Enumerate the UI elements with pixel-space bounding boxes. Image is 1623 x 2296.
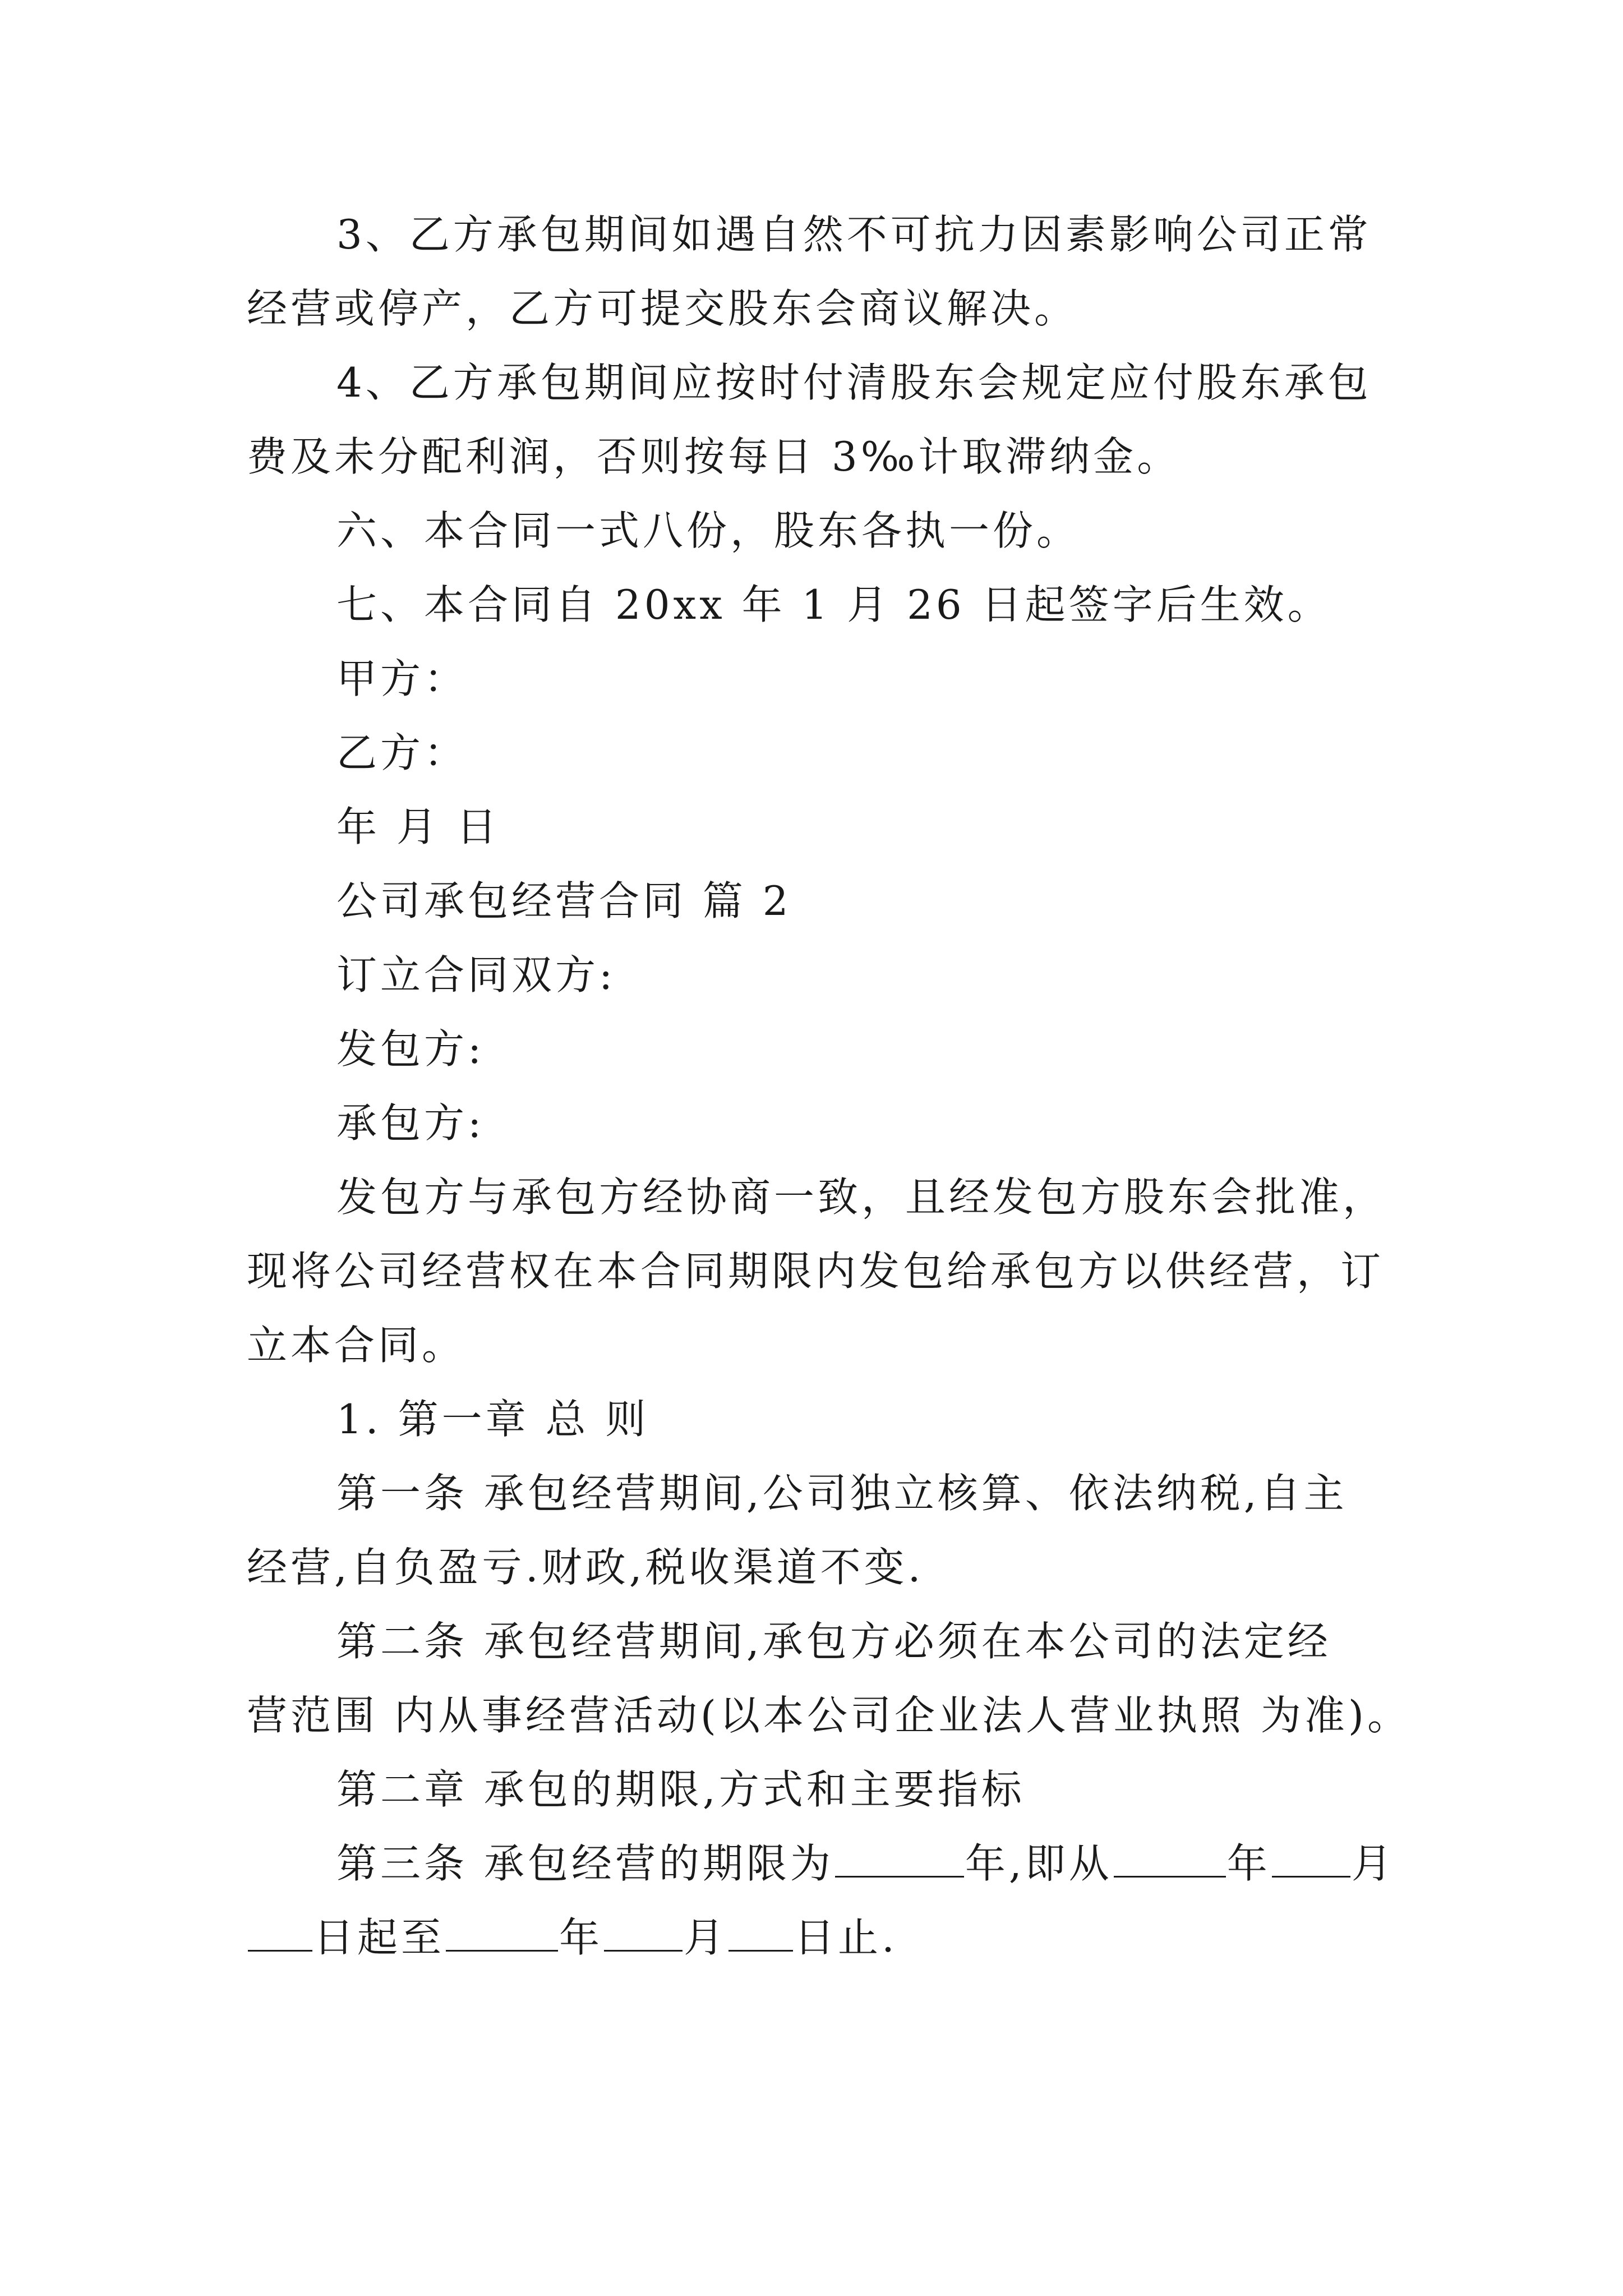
blank-field: [1272, 1841, 1350, 1878]
paragraph-line: 4、乙方承包期间应按时付清股东会规定应付股东承包: [336, 359, 1372, 406]
paragraph-line: 六、本合同一式八份，股东各执一份。: [336, 507, 1081, 554]
paragraph-line: 立本合同。: [247, 1322, 466, 1369]
blank-field: [248, 1915, 312, 1952]
paragraph-line: 现将公司经营权在本合同期限内发包给承包方以供经营，订: [247, 1248, 1385, 1295]
paragraph-line: 第一条 承包经营期间,公司独立核算、依法纳税,自主: [336, 1470, 1348, 1517]
clause-text: 年,即从: [965, 1840, 1113, 1887]
blank-field: [1114, 1841, 1226, 1878]
blank-field: [446, 1915, 558, 1952]
clause-text: 第三条 承包经营的期限为: [336, 1840, 834, 1887]
paragraph-line: 3、乙方承包期间如遇自然不可抗力因素影响公司正常: [336, 211, 1372, 258]
paragraph-line: 费及未分配利润，否则按每日 3‰计取滞纳金。: [247, 433, 1181, 480]
clause-text: 年: [1227, 1840, 1271, 1887]
paragraph-line: 七、本合同自 20xx 年 1 月 26 日起签字后生效。: [336, 581, 1331, 628]
blank-field: [835, 1841, 964, 1878]
signature-party-a: 甲方：: [336, 655, 468, 702]
clause-text: 日起至: [313, 1914, 445, 1961]
paragraph-line: 订立合同双方:: [336, 951, 616, 999]
paragraph-line: 发包方:: [336, 1025, 485, 1073]
clause-text: 年: [559, 1914, 603, 1961]
blank-field: [728, 1915, 793, 1952]
clause-3-line-1: [336, 1835, 1395, 1892]
signature-date: 年 月 日: [336, 803, 500, 850]
clause-text: 月: [684, 1914, 728, 1961]
signature-party-b: 乙方：: [336, 729, 468, 776]
clause-text: 日止.: [794, 1914, 898, 1961]
paragraph-line: 经营或停产，乙方可提交股东会商议解决。: [247, 285, 1078, 332]
chapter-heading: 第二章 承包的期限,方式和主要指标: [336, 1766, 1025, 1813]
paragraph-line: 营范围 内从事经营活动(以本公司企业法人营业执照 为准)。: [247, 1692, 1411, 1739]
clause-3-line-2: [247, 1910, 898, 1966]
paragraph-line: 第二条 承包经营期间,承包方必须在本公司的法定经: [336, 1618, 1331, 1665]
clause-text: 月: [1351, 1840, 1395, 1887]
chapter-heading: 1. 第一章 总 则: [336, 1396, 649, 1443]
paragraph-line: 经营,自负盈亏.财政,税收渠道不变.: [247, 1544, 924, 1591]
paragraph-line: 发包方与承包方经协商一致，且经发包方股东会批准，: [336, 1174, 1387, 1221]
section-title: 公司承包经营合同 篇 2: [336, 877, 792, 924]
paragraph-line: 承包方:: [336, 1099, 485, 1147]
blank-field: [604, 1915, 683, 1952]
